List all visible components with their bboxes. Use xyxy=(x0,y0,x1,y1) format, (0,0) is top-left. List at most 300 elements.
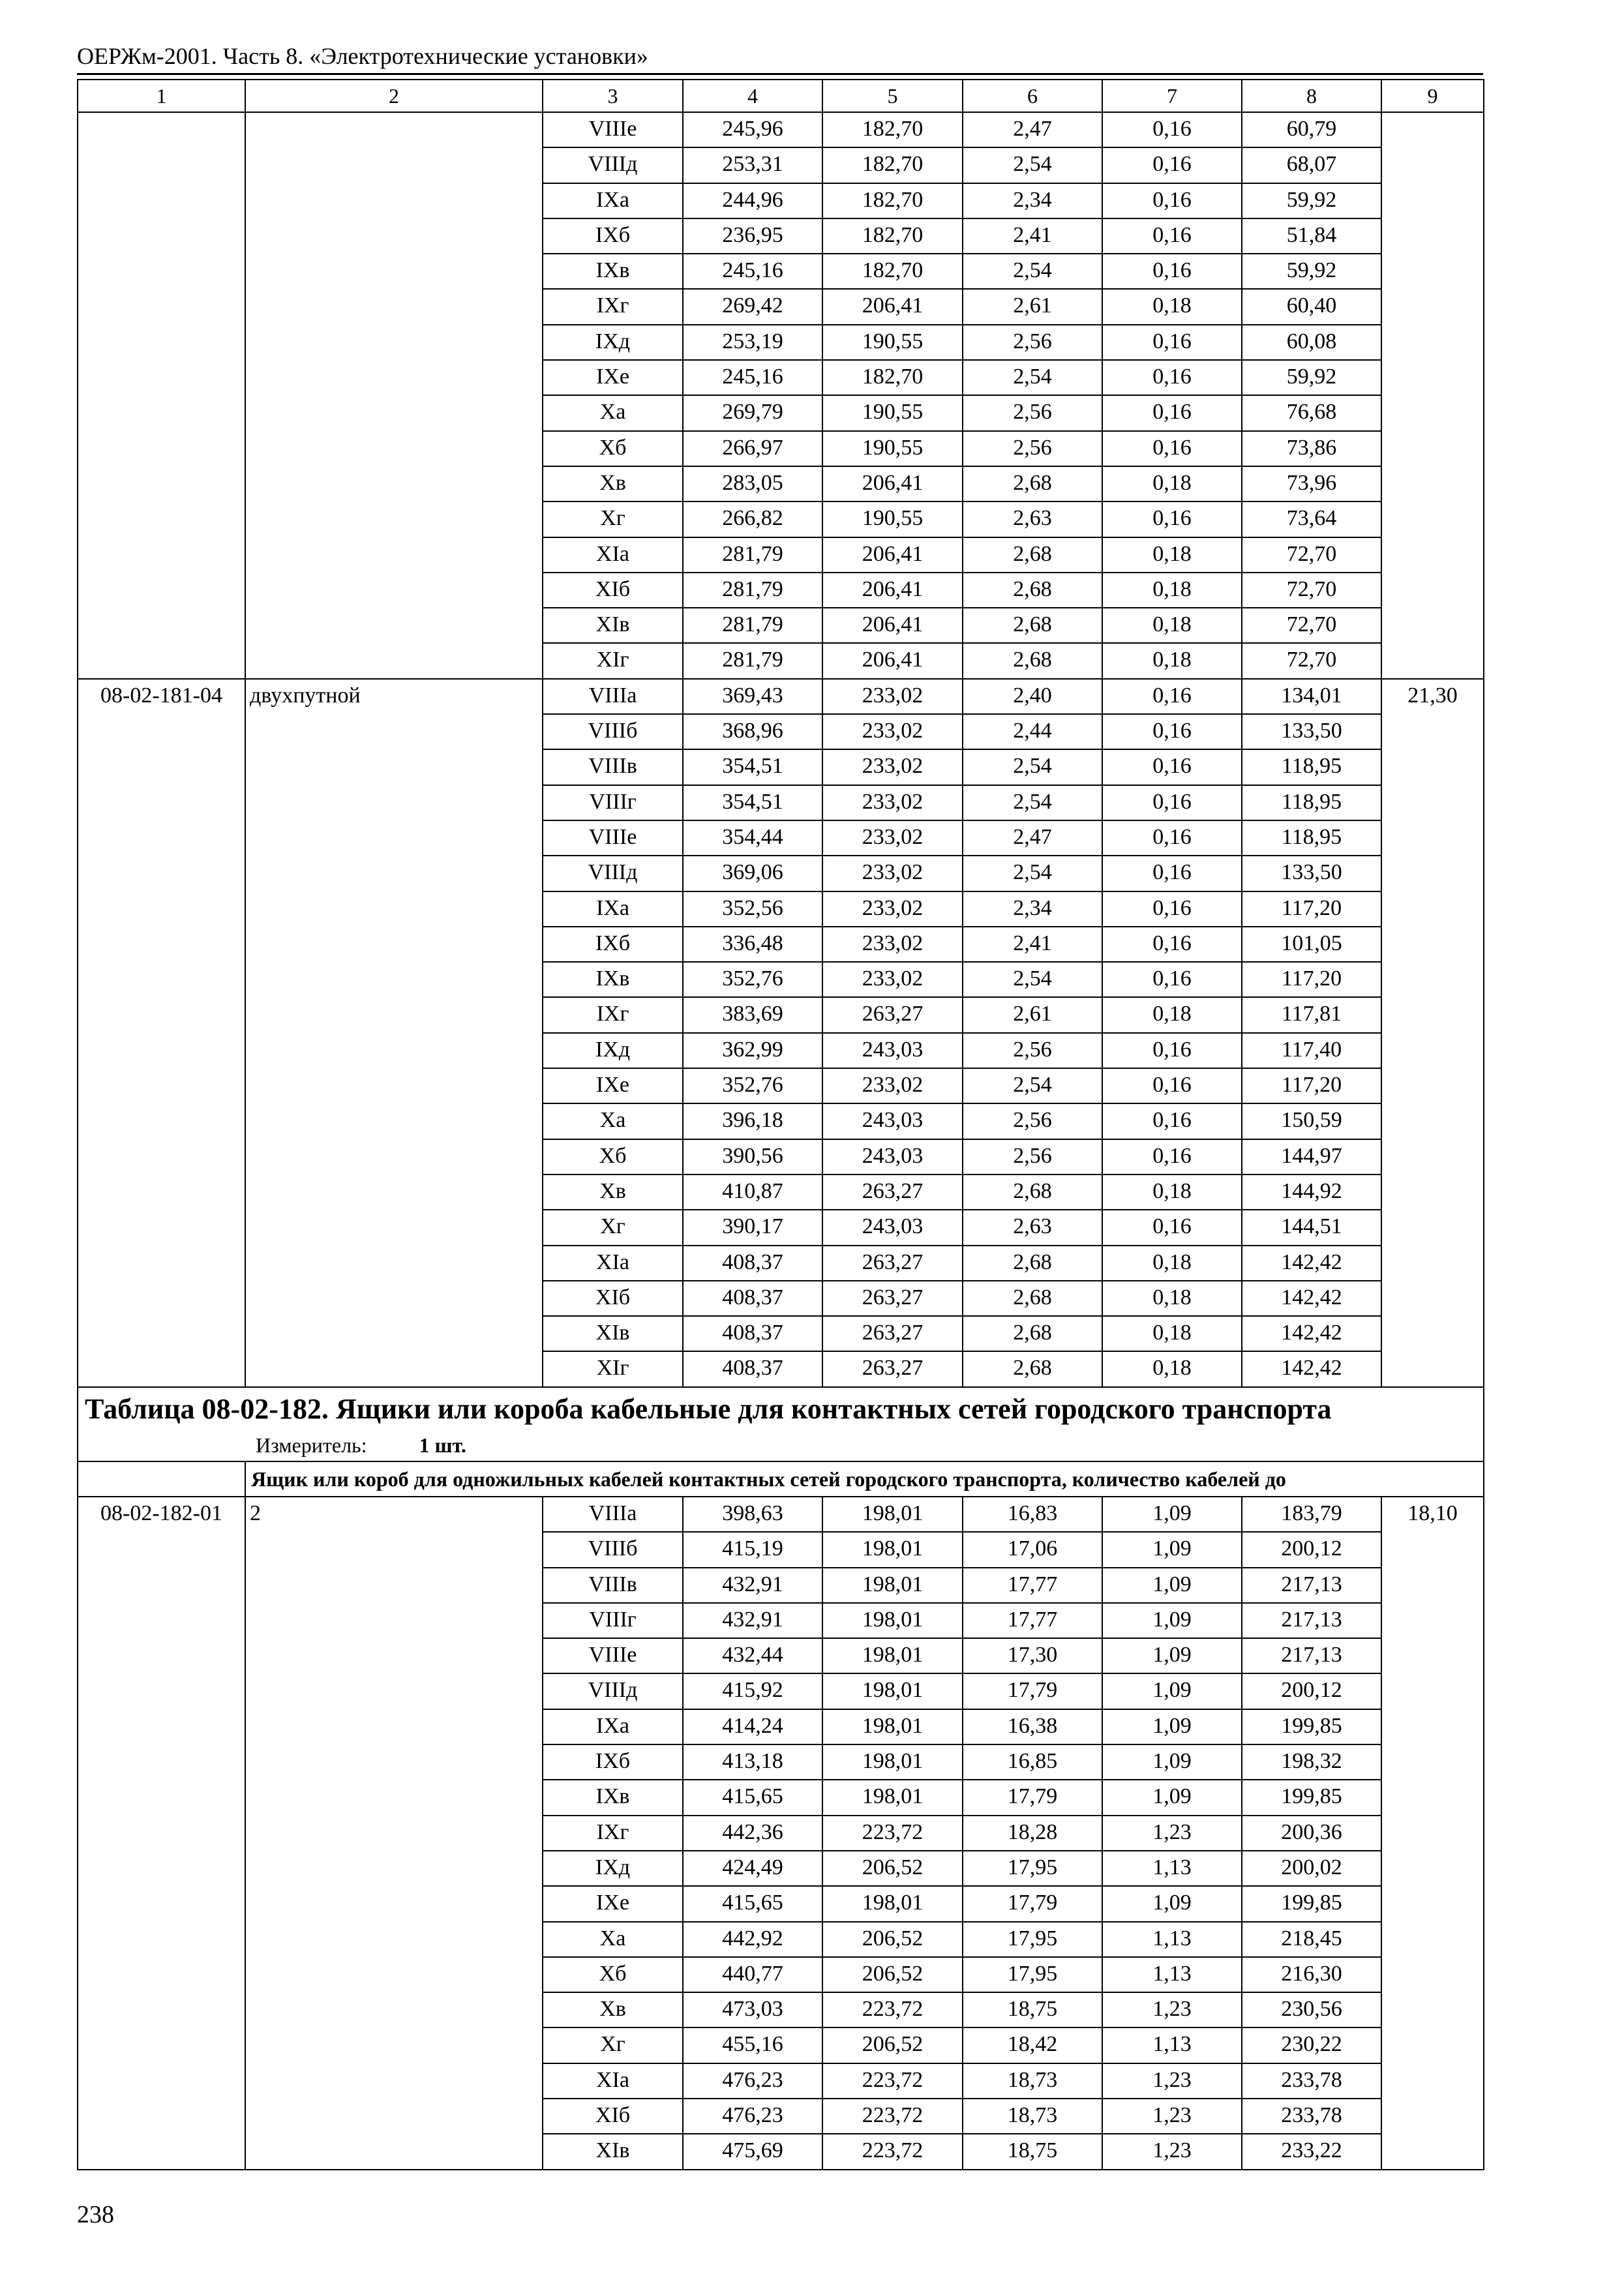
price-code: IXе xyxy=(543,1068,683,1103)
machine-cost: 2,56 xyxy=(963,1139,1102,1174)
machine-cost: 16,38 xyxy=(963,1709,1102,1744)
wages: 233,02 xyxy=(822,891,963,927)
machine-cost: 2,68 xyxy=(963,1351,1102,1386)
wages: 263,27 xyxy=(822,1246,963,1281)
price-code: XIб xyxy=(543,2099,683,2134)
column-number: 3 xyxy=(543,80,683,112)
machine-cost: 16,85 xyxy=(963,1744,1102,1780)
machinist-wages: 0,16 xyxy=(1102,820,1242,856)
machine-cost: 18,75 xyxy=(963,1992,1102,2027)
price-code: IXд xyxy=(543,1851,683,1886)
wages: 198,01 xyxy=(822,1780,963,1815)
materials-cost: 134,01 xyxy=(1242,679,1381,714)
machinist-wages: 0,18 xyxy=(1102,1316,1242,1351)
machine-cost: 2,56 xyxy=(963,325,1102,360)
machine-cost: 2,61 xyxy=(963,289,1102,324)
price-code: Xв xyxy=(543,1992,683,2027)
rates-table xyxy=(77,79,1484,2170)
labor-hours xyxy=(1381,112,1484,679)
price-code: IXа xyxy=(543,1709,683,1744)
machinist-wages: 0,16 xyxy=(1102,360,1242,395)
materials-cost: 72,70 xyxy=(1242,608,1381,643)
price-code: XIб xyxy=(543,573,683,608)
materials-cost: 117,40 xyxy=(1242,1033,1381,1068)
subheading: Ящик или короб для одножильных кабелей контактных сетей городского транспорта, количество кабелей до xyxy=(245,1461,1484,1497)
machinist-wages: 1,09 xyxy=(1102,1497,1242,1532)
price-code: IXв xyxy=(543,1780,683,1815)
price-code: VIIIд xyxy=(543,856,683,891)
column-number: 8 xyxy=(1242,80,1381,112)
total-cost: 415,92 xyxy=(683,1673,822,1709)
materials-cost: 60,08 xyxy=(1242,325,1381,360)
wages: 263,27 xyxy=(822,997,963,1032)
meter-value: 1 шт. xyxy=(419,1433,466,1457)
price-code: VIIIд xyxy=(543,1673,683,1709)
materials-cost: 199,85 xyxy=(1242,1780,1381,1815)
machinist-wages: 1,23 xyxy=(1102,1992,1242,2027)
price-code: IXа xyxy=(543,183,683,218)
materials-cost: 117,81 xyxy=(1242,997,1381,1032)
machinist-wages: 0,16 xyxy=(1102,679,1242,714)
total-cost: 236,95 xyxy=(683,218,822,254)
machine-cost: 2,54 xyxy=(963,749,1102,785)
total-cost: 369,43 xyxy=(683,679,822,714)
machinist-wages: 1,09 xyxy=(1102,1709,1242,1744)
materials-cost: 117,20 xyxy=(1242,1068,1381,1103)
total-cost: 266,82 xyxy=(683,501,822,537)
materials-cost: 60,79 xyxy=(1242,112,1381,147)
total-cost: 455,16 xyxy=(683,2027,822,2063)
machinist-wages: 0,18 xyxy=(1102,537,1242,573)
wages: 233,02 xyxy=(822,714,963,749)
machinist-wages: 0,16 xyxy=(1102,785,1242,820)
machinist-wages: 0,16 xyxy=(1102,891,1242,927)
materials-cost: 68,07 xyxy=(1242,147,1381,183)
total-cost: 408,37 xyxy=(683,1351,822,1386)
wages: 206,41 xyxy=(822,573,963,608)
wages: 233,02 xyxy=(822,962,963,997)
wages: 206,52 xyxy=(822,1922,963,1957)
wages: 206,52 xyxy=(822,2027,963,2063)
total-cost: 410,87 xyxy=(683,1174,822,1210)
machine-cost: 2,68 xyxy=(963,1281,1102,1316)
price-code: IXе xyxy=(543,1886,683,1921)
total-cost: 281,79 xyxy=(683,608,822,643)
machinist-wages: 1,09 xyxy=(1102,1744,1242,1780)
materials-cost: 73,86 xyxy=(1242,431,1381,466)
wages: 233,02 xyxy=(822,679,963,714)
machine-cost: 17,95 xyxy=(963,1851,1102,1886)
price-code: VIIIв xyxy=(543,1568,683,1603)
page-number: 238 xyxy=(77,2201,114,2228)
materials-cost: 117,20 xyxy=(1242,962,1381,997)
machine-cost: 2,54 xyxy=(963,147,1102,183)
materials-cost: 142,42 xyxy=(1242,1316,1381,1351)
materials-cost: 133,50 xyxy=(1242,856,1381,891)
machine-cost: 2,56 xyxy=(963,1103,1102,1139)
total-cost: 390,56 xyxy=(683,1139,822,1174)
total-cost: 442,92 xyxy=(683,1922,822,1957)
price-code: Xв xyxy=(543,1174,683,1210)
materials-cost: 198,32 xyxy=(1242,1744,1381,1780)
wages: 233,02 xyxy=(822,820,963,856)
machine-cost: 2,54 xyxy=(963,254,1102,289)
materials-cost: 183,79 xyxy=(1242,1497,1381,1532)
total-cost: 415,19 xyxy=(683,1532,822,1567)
price-code: IXг xyxy=(543,1816,683,1851)
materials-cost: 216,30 xyxy=(1242,1957,1381,1992)
machinist-wages: 0,16 xyxy=(1102,856,1242,891)
section-title: Таблица 08-02-182. Ящики или короба кабельные для контактных сетей городского транспорта xyxy=(85,1392,1332,1425)
machinist-wages: 1,09 xyxy=(1102,1568,1242,1603)
wages: 233,02 xyxy=(822,749,963,785)
wages: 243,03 xyxy=(822,1139,963,1174)
wages: 206,41 xyxy=(822,643,963,678)
table-row xyxy=(78,1497,1484,1532)
machinist-wages: 0,16 xyxy=(1102,749,1242,785)
price-code: Xа xyxy=(543,395,683,430)
price-code: IXа xyxy=(543,891,683,927)
total-cost: 440,77 xyxy=(683,1957,822,1992)
wages: 182,70 xyxy=(822,218,963,254)
price-code: Xа xyxy=(543,1922,683,1957)
total-cost: 354,51 xyxy=(683,749,822,785)
machine-cost: 2,63 xyxy=(963,1210,1102,1245)
rate-code xyxy=(78,112,245,679)
total-cost: 442,36 xyxy=(683,1816,822,1851)
machine-cost: 2,40 xyxy=(963,679,1102,714)
wages: 206,52 xyxy=(822,1851,963,1886)
total-cost: 368,96 xyxy=(683,714,822,749)
machine-cost: 2,68 xyxy=(963,608,1102,643)
wages: 182,70 xyxy=(822,183,963,218)
machinist-wages: 0,16 xyxy=(1102,183,1242,218)
price-code: VIIIг xyxy=(543,785,683,820)
total-cost: 432,91 xyxy=(683,1568,822,1603)
price-code: VIIIг xyxy=(543,1603,683,1638)
total-cost: 253,31 xyxy=(683,147,822,183)
machinist-wages: 1,09 xyxy=(1102,1886,1242,1921)
machinist-wages: 0,16 xyxy=(1102,927,1242,962)
wages: 198,01 xyxy=(822,1709,963,1744)
materials-cost: 150,59 xyxy=(1242,1103,1381,1139)
machine-cost: 17,30 xyxy=(963,1638,1102,1673)
wages: 206,41 xyxy=(822,289,963,324)
machinist-wages: 1,09 xyxy=(1102,1532,1242,1567)
machine-cost: 2,68 xyxy=(963,643,1102,678)
price-code: IXб xyxy=(543,1744,683,1780)
total-cost: 352,76 xyxy=(683,962,822,997)
machine-cost: 17,77 xyxy=(963,1603,1102,1638)
wages: 190,55 xyxy=(822,325,963,360)
machinist-wages: 0,16 xyxy=(1102,254,1242,289)
materials-cost: 200,12 xyxy=(1242,1532,1381,1567)
wages: 198,01 xyxy=(822,1603,963,1638)
wages: 190,55 xyxy=(822,395,963,430)
total-cost: 266,97 xyxy=(683,431,822,466)
machinist-wages: 0,18 xyxy=(1102,997,1242,1032)
price-code: IXе xyxy=(543,360,683,395)
column-number: 9 xyxy=(1381,80,1484,112)
materials-cost: 72,70 xyxy=(1242,643,1381,678)
machinist-wages: 0,16 xyxy=(1102,501,1242,537)
total-cost: 414,24 xyxy=(683,1709,822,1744)
rate-code: 08-02-181-04 xyxy=(78,679,245,1387)
machine-cost: 2,56 xyxy=(963,395,1102,430)
machine-cost: 2,61 xyxy=(963,997,1102,1032)
machine-cost: 2,44 xyxy=(963,714,1102,749)
machine-cost: 2,47 xyxy=(963,820,1102,856)
machinist-wages: 1,09 xyxy=(1102,1673,1242,1709)
machine-cost: 2,56 xyxy=(963,431,1102,466)
machinist-wages: 1,09 xyxy=(1102,1603,1242,1638)
materials-cost: 233,78 xyxy=(1242,2099,1381,2134)
materials-cost: 199,85 xyxy=(1242,1709,1381,1744)
machine-cost: 18,73 xyxy=(963,2063,1102,2099)
total-cost: 408,37 xyxy=(683,1316,822,1351)
materials-cost: 60,40 xyxy=(1242,289,1381,324)
materials-cost: 118,95 xyxy=(1242,749,1381,785)
wages: 182,70 xyxy=(822,147,963,183)
machinist-wages: 0,16 xyxy=(1102,431,1242,466)
total-cost: 281,79 xyxy=(683,573,822,608)
machine-cost: 17,95 xyxy=(963,1922,1102,1957)
materials-cost: 101,05 xyxy=(1242,927,1381,962)
machine-cost: 2,34 xyxy=(963,183,1102,218)
wages: 182,70 xyxy=(822,254,963,289)
column-number: 4 xyxy=(683,80,822,112)
machine-cost: 2,54 xyxy=(963,785,1102,820)
column-number: 5 xyxy=(822,80,963,112)
machinist-wages: 1,23 xyxy=(1102,1816,1242,1851)
wages: 206,41 xyxy=(822,608,963,643)
wages: 223,72 xyxy=(822,2063,963,2099)
price-code: XIг xyxy=(543,643,683,678)
price-code: XIг xyxy=(543,1351,683,1386)
machine-cost: 2,68 xyxy=(963,1316,1102,1351)
price-code: IXв xyxy=(543,962,683,997)
materials-cost: 200,02 xyxy=(1242,1851,1381,1886)
machinist-wages: 0,18 xyxy=(1102,643,1242,678)
wages: 243,03 xyxy=(822,1033,963,1068)
labor-hours: 18,10 xyxy=(1381,1497,1484,2170)
table-row xyxy=(78,679,1484,714)
machinist-wages: 0,16 xyxy=(1102,325,1242,360)
total-cost: 390,17 xyxy=(683,1210,822,1245)
rate-description: двухпутной xyxy=(245,679,543,1387)
price-code: XIа xyxy=(543,537,683,573)
materials-cost: 59,92 xyxy=(1242,360,1381,395)
total-cost: 336,48 xyxy=(683,927,822,962)
wages: 263,27 xyxy=(822,1351,963,1386)
machine-cost: 2,68 xyxy=(963,573,1102,608)
wages: 223,72 xyxy=(822,1992,963,2027)
materials-cost: 51,84 xyxy=(1242,218,1381,254)
materials-cost: 200,36 xyxy=(1242,1816,1381,1851)
machinist-wages: 1,23 xyxy=(1102,2099,1242,2134)
table-body xyxy=(78,80,1484,2170)
materials-cost: 217,13 xyxy=(1242,1603,1381,1638)
price-code: VIIIе xyxy=(543,820,683,856)
materials-cost: 73,96 xyxy=(1242,466,1381,501)
wages: 243,03 xyxy=(822,1210,963,1245)
machine-cost: 2,41 xyxy=(963,927,1102,962)
total-cost: 408,37 xyxy=(683,1281,822,1316)
total-cost: 269,42 xyxy=(683,289,822,324)
price-code: Xб xyxy=(543,1139,683,1174)
materials-cost: 233,22 xyxy=(1242,2134,1381,2169)
total-cost: 424,49 xyxy=(683,1851,822,1886)
column-number: 1 xyxy=(78,80,245,112)
materials-cost: 72,70 xyxy=(1242,537,1381,573)
machinist-wages: 0,16 xyxy=(1102,1068,1242,1103)
price-code: XIб xyxy=(543,1281,683,1316)
machine-cost: 2,54 xyxy=(963,962,1102,997)
materials-cost: 133,50 xyxy=(1242,714,1381,749)
machinist-wages: 0,18 xyxy=(1102,573,1242,608)
machinist-wages: 0,16 xyxy=(1102,147,1242,183)
rate-description: 2 xyxy=(245,1497,543,2170)
materials-cost: 142,42 xyxy=(1242,1246,1381,1281)
total-cost: 245,16 xyxy=(683,360,822,395)
materials-cost: 200,12 xyxy=(1242,1673,1381,1709)
machine-cost: 2,54 xyxy=(963,856,1102,891)
total-cost: 352,56 xyxy=(683,891,822,927)
materials-cost: 144,92 xyxy=(1242,1174,1381,1210)
wages: 223,72 xyxy=(822,2134,963,2169)
wages: 182,70 xyxy=(822,360,963,395)
price-code: Xв xyxy=(543,466,683,501)
price-code: IXв xyxy=(543,254,683,289)
total-cost: 408,37 xyxy=(683,1246,822,1281)
total-cost: 352,76 xyxy=(683,1068,822,1103)
wages: 190,55 xyxy=(822,501,963,537)
machine-cost: 17,79 xyxy=(963,1886,1102,1921)
price-code: IXг xyxy=(543,289,683,324)
materials-cost: 73,64 xyxy=(1242,501,1381,537)
machine-cost: 17,79 xyxy=(963,1673,1102,1709)
machine-cost: 2,56 xyxy=(963,1033,1102,1068)
total-cost: 244,96 xyxy=(683,183,822,218)
header-rule xyxy=(77,73,1483,75)
materials-cost: 199,85 xyxy=(1242,1886,1381,1921)
total-cost: 245,96 xyxy=(683,112,822,147)
machinist-wages: 1,13 xyxy=(1102,2027,1242,2063)
machine-cost: 18,42 xyxy=(963,2027,1102,2063)
total-cost: 354,44 xyxy=(683,820,822,856)
machinist-wages: 0,16 xyxy=(1102,218,1242,254)
price-code: Xг xyxy=(543,501,683,537)
wages: 190,55 xyxy=(822,431,963,466)
wages: 198,01 xyxy=(822,1497,963,1532)
machinist-wages: 0,18 xyxy=(1102,466,1242,501)
machinist-wages: 0,18 xyxy=(1102,289,1242,324)
total-cost: 398,63 xyxy=(683,1497,822,1532)
machinist-wages: 0,16 xyxy=(1102,962,1242,997)
machine-cost: 2,68 xyxy=(963,537,1102,573)
subheading-row xyxy=(78,1461,1484,1497)
materials-cost: 117,20 xyxy=(1242,891,1381,927)
price-code: IXг xyxy=(543,997,683,1032)
machinist-wages: 0,16 xyxy=(1102,1210,1242,1245)
total-cost: 362,99 xyxy=(683,1033,822,1068)
rate-code: 08-02-182-01 xyxy=(78,1497,245,2170)
price-code: Xг xyxy=(543,1210,683,1245)
machine-cost: 17,79 xyxy=(963,1780,1102,1815)
total-cost: 369,06 xyxy=(683,856,822,891)
meter-line xyxy=(85,1432,1477,1458)
total-cost: 432,91 xyxy=(683,1603,822,1638)
section-cell xyxy=(78,1387,1484,1461)
machine-cost: 17,06 xyxy=(963,1532,1102,1567)
total-cost: 415,65 xyxy=(683,1780,822,1815)
wages: 233,02 xyxy=(822,856,963,891)
labor-hours: 21,30 xyxy=(1381,679,1484,1387)
materials-cost: 76,68 xyxy=(1242,395,1381,430)
price-code: XIв xyxy=(543,608,683,643)
table-row xyxy=(78,112,1484,147)
machinist-wages: 1,13 xyxy=(1102,1851,1242,1886)
machinist-wages: 0,18 xyxy=(1102,1246,1242,1281)
total-cost: 432,44 xyxy=(683,1638,822,1673)
wages: 206,41 xyxy=(822,466,963,501)
price-code: IXд xyxy=(543,1033,683,1068)
machine-cost: 18,28 xyxy=(963,1816,1102,1851)
price-code: VIIIб xyxy=(543,1532,683,1567)
total-cost: 476,23 xyxy=(683,2099,822,2134)
machine-cost: 18,75 xyxy=(963,2134,1102,2169)
wages: 206,41 xyxy=(822,537,963,573)
materials-cost: 218,45 xyxy=(1242,1922,1381,1957)
wages: 198,01 xyxy=(822,1532,963,1567)
machinist-wages: 0,16 xyxy=(1102,395,1242,430)
total-cost: 281,79 xyxy=(683,537,822,573)
materials-cost: 59,92 xyxy=(1242,254,1381,289)
machinist-wages: 0,18 xyxy=(1102,1174,1242,1210)
wages: 198,01 xyxy=(822,1638,963,1673)
machine-cost: 17,77 xyxy=(963,1568,1102,1603)
machinist-wages: 1,13 xyxy=(1102,1922,1242,1957)
machinist-wages: 1,23 xyxy=(1102,2063,1242,2099)
materials-cost: 230,56 xyxy=(1242,1992,1381,2027)
section-row xyxy=(78,1387,1484,1461)
wages: 198,01 xyxy=(822,1744,963,1780)
page-header: ОЕРЖм-2001. Часть 8. «Электротехнические установки» xyxy=(77,43,648,69)
machine-cost: 2,34 xyxy=(963,891,1102,927)
wages: 182,70 xyxy=(822,112,963,147)
machinist-wages: 0,16 xyxy=(1102,714,1242,749)
total-cost: 415,65 xyxy=(683,1886,822,1921)
machinist-wages: 0,18 xyxy=(1102,1351,1242,1386)
total-cost: 283,05 xyxy=(683,466,822,501)
column-number-row xyxy=(78,80,1484,112)
price-code: IXб xyxy=(543,927,683,962)
machinist-wages: 0,16 xyxy=(1102,112,1242,147)
machine-cost: 2,68 xyxy=(963,466,1102,501)
column-number: 6 xyxy=(963,80,1102,112)
total-cost: 269,79 xyxy=(683,395,822,430)
wages: 206,52 xyxy=(822,1957,963,1992)
wages: 198,01 xyxy=(822,1886,963,1921)
column-number: 2 xyxy=(245,80,543,112)
column-number: 7 xyxy=(1102,80,1242,112)
machine-cost: 17,95 xyxy=(963,1957,1102,1992)
machine-cost: 16,83 xyxy=(963,1497,1102,1532)
machinist-wages: 0,16 xyxy=(1102,1033,1242,1068)
machine-cost: 2,68 xyxy=(963,1174,1102,1210)
price-code: VIIIд xyxy=(543,147,683,183)
price-code: Xб xyxy=(543,431,683,466)
